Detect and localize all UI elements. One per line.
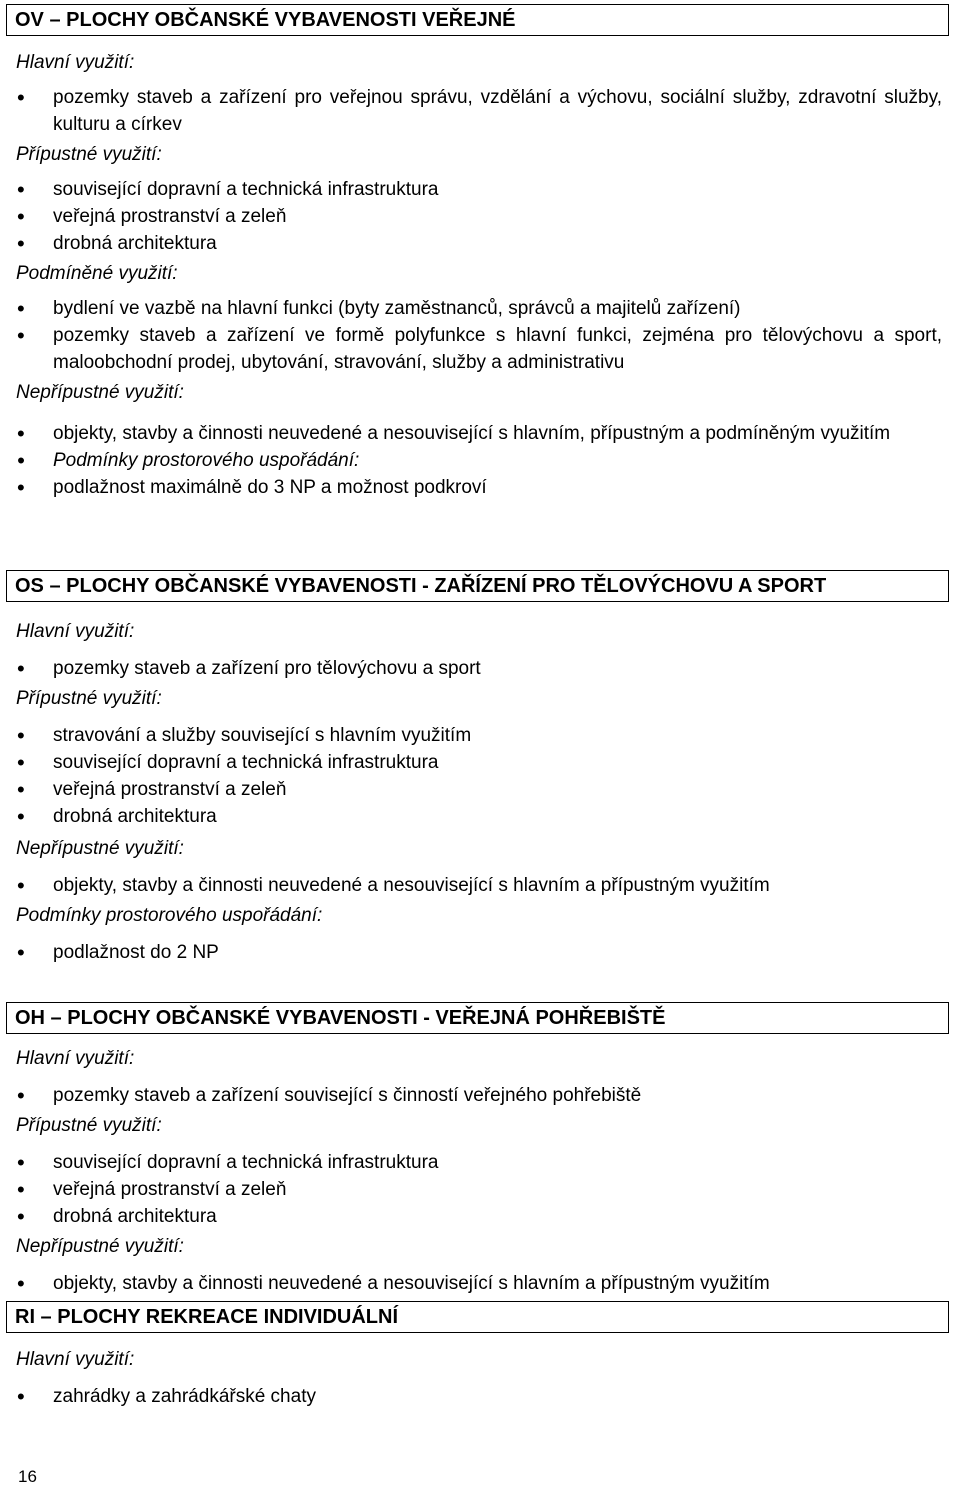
list-nepripustne <box>0 420 960 501</box>
list-podminky <box>0 939 960 966</box>
list-item: • veřejná prostranství a zeleň <box>16 203 942 230</box>
list-pripustne <box>0 1149 960 1230</box>
heading-podminene: Podmíněné využití: <box>16 263 178 284</box>
heading-hlavni: Hlavní využití: <box>16 1349 135 1370</box>
list-item: • bydlení ve vazbě na hlavní funkci (byty zaměstnanců, správců a majitelů zařízení) <box>16 295 942 322</box>
list-item: • pozemky staveb a zařízení ve formě polyfunkce s hlavní funkci, zejména pro tělovýchovu a sport, maloobchodní prodej, ubytování, stravování, služby a administrativu <box>16 322 942 376</box>
heading-pripustne: Přípustné využití: <box>16 688 162 709</box>
list-item: • veřejná prostranství a zeleň <box>16 776 942 803</box>
list-item: • objekty, stavby a činnosti neuvedené a nesouvisející s hlavním a přípustným využitím <box>16 1270 942 1297</box>
list-hlavni <box>0 655 960 682</box>
list-item: • pozemky staveb a zařízení související s činností veřejného pohřebiště <box>16 1082 942 1109</box>
page-number: 16 <box>18 1467 37 1486</box>
list-item: • pozemky staveb a zařízení pro veřejnou správu, vzdělání a výchovu, sociální služby, zdravotní služby, kulturu a církev <box>16 84 942 138</box>
list-item: • související dopravní a technická infrastruktura <box>16 749 942 776</box>
section-title: RI – PLOCHY REKREACE INDIVIDUÁLNÍ <box>6 1301 949 1333</box>
list-nepripustne <box>0 872 960 899</box>
list-item: • drobná architektura <box>16 803 942 830</box>
heading-podminky: Podmínky prostorového uspořádání: <box>16 905 323 926</box>
list-pripustne <box>0 176 960 257</box>
heading-hlavni: Hlavní využití: <box>16 621 135 642</box>
heading-nepripustne: Nepřípustné využití: <box>16 838 184 859</box>
list-item: • objekty, stavby a činnosti neuvedené a nesouvisející s hlavním a přípustným využitím <box>16 872 942 899</box>
section-ov <box>0 4 960 501</box>
section-os <box>0 570 960 966</box>
list-hlavni <box>0 1082 960 1109</box>
heading-pripustne: Přípustné využití: <box>16 144 162 165</box>
list-item-heading-podminky: • Podmínky prostorového uspořádání: <box>16 447 942 474</box>
section-ri <box>0 1301 960 1410</box>
list-item: • podlažnost do 2 NP <box>16 939 942 966</box>
list-item: • drobná architektura <box>16 230 942 257</box>
list-podminene <box>0 295 960 376</box>
section-oh <box>0 1002 960 1297</box>
heading-nepripustne: Nepřípustné využití: <box>16 382 184 403</box>
list-item: • související dopravní a technická infrastruktura <box>16 1149 942 1176</box>
list-item: • stravování a služby související s hlavním využitím <box>16 722 942 749</box>
list-hlavni <box>0 1383 960 1410</box>
list-item: • podlažnost maximálně do 3 NP a možnost podkroví <box>16 474 942 501</box>
list-hlavni <box>0 84 960 138</box>
heading-pripustne: Přípustné využití: <box>16 1115 162 1136</box>
heading-hlavni: Hlavní využití: <box>16 1048 135 1069</box>
list-item: • objekty, stavby a činnosti neuvedené a nesouvisející s hlavním, přípustným a podmíněným využitím <box>16 420 942 447</box>
list-nepripustne <box>0 1270 960 1297</box>
section-title: OV – PLOCHY OBČANSKÉ VYBAVENOSTI VEŘEJNÉ <box>6 4 949 36</box>
section-title: OS – PLOCHY OBČANSKÉ VYBAVENOSTI - ZAŘÍZENÍ PRO TĚLOVÝCHOVU A SPORT <box>6 570 949 602</box>
list-item: • související dopravní a technická infrastruktura <box>16 176 942 203</box>
list-item: • zahrádky a zahrádkářské chaty <box>16 1383 942 1410</box>
heading-hlavni: Hlavní využití: <box>16 52 135 73</box>
list-item: • veřejná prostranství a zeleň <box>16 1176 942 1203</box>
list-pripustne <box>0 722 960 830</box>
list-item: • pozemky staveb a zařízení pro tělovýchovu a sport <box>16 655 942 682</box>
heading-nepripustne: Nepřípustné využití: <box>16 1236 184 1257</box>
section-title: OH – PLOCHY OBČANSKÉ VYBAVENOSTI - VEŘEJNÁ POHŘEBIŠTĚ <box>6 1002 949 1034</box>
list-item: • drobná architektura <box>16 1203 942 1230</box>
